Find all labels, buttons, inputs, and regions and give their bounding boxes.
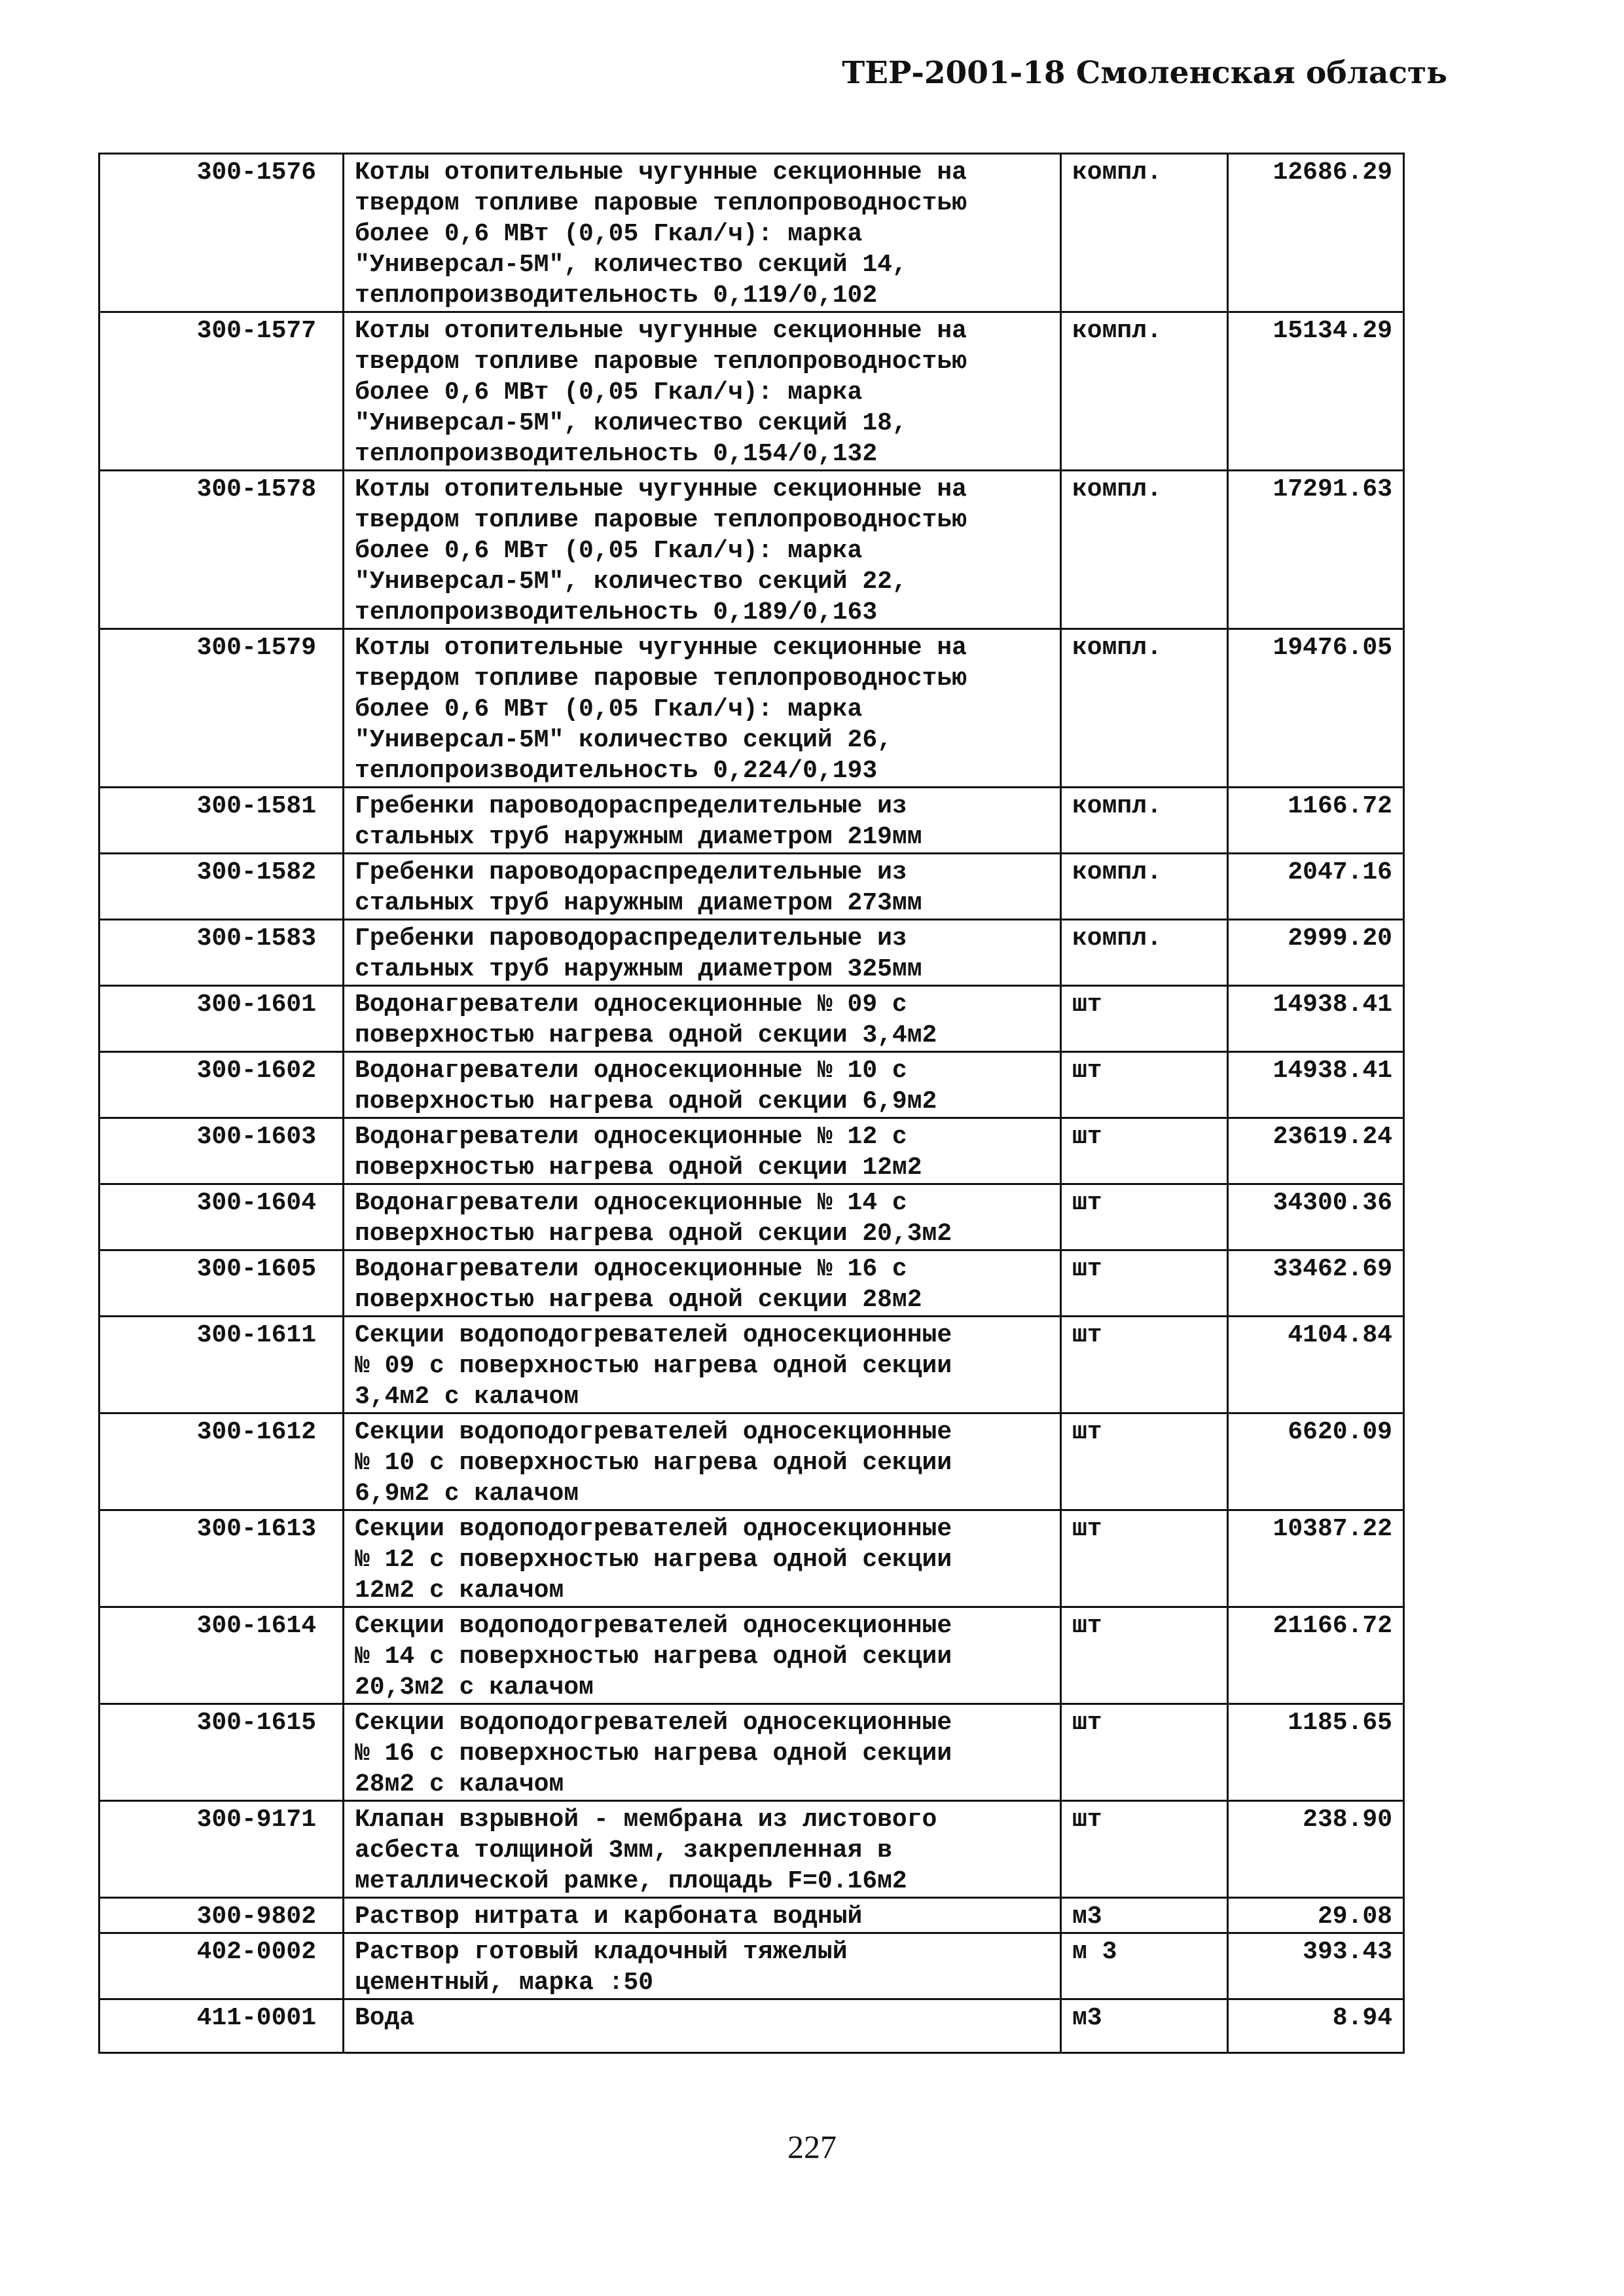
row-code-cell: 300-1582 [99,854,344,920]
row-code-cell: 300-1604 [99,1184,344,1250]
row-code-cell: 300-1612 [99,1413,344,1510]
row-code-cell: 411-0001 [99,1999,344,2053]
table-row [99,986,1404,1052]
row-name-cell: Водонагреватели односекционные № 10 с поверхностью нагрева одной секции 6,9м2 [344,1052,1061,1118]
row-unit-cell: компл. [1061,154,1228,312]
row-price-cell: 2999.20 [1228,920,1404,986]
table-row [99,854,1404,920]
row-unit-cell: компл. [1061,312,1228,471]
row-name-cell: Гребенки пароводораспределительные из стальных труб наружным диаметром 273мм [344,854,1061,920]
table-row [99,1801,1404,1898]
row-name-cell: Секции водоподогревателей односекционные № 09 с поверхностью нагрева одной секции 3,4м2 с калачом [344,1317,1061,1413]
row-unit-cell: м3 [1061,1898,1228,1933]
row-unit-cell: компл. [1061,788,1228,854]
row-price-cell: 12686.29 [1228,154,1404,312]
row-code-cell: 300-1578 [99,471,344,629]
row-name-cell: Котлы отопительные чугунные секционные на твердом топливе паровые теплопроводностью более 0,6 МВт (0,05 Гкал/ч): марка "Универсал-5М", количество секций 14, теплопроизводительность 0,119/0,102 [344,154,1061,312]
row-unit-cell: компл. [1061,629,1228,788]
row-price-cell: 19476.05 [1228,629,1404,788]
row-price-cell: 17291.63 [1228,471,1404,629]
row-name-cell: Водонагреватели односекционные № 14 с поверхностью нагрева одной секции 20,3м2 [344,1184,1061,1250]
row-name-cell: Водонагреватели односекционные № 16 с поверхностью нагрева одной секции 28м2 [344,1250,1061,1317]
row-name-cell: Клапан взрывной - мембрана из листового асбеста толщиной 3мм, закрепленная в металлической рамке, площадь F=0.16м2 [344,1801,1061,1898]
table-row [99,1184,1404,1250]
row-unit-cell: шт [1061,1704,1228,1801]
row-price-cell: 1185.65 [1228,1704,1404,1801]
row-name-cell: Котлы отопительные чугунные секционные на твердом топливе паровые теплопроводностью более 0,6 МВт (0,05 Гкал/ч): марка "Универсал-5М" количество секций 26, теплопроизводительность 0,224/0,193 [344,629,1061,788]
row-unit-cell: шт [1061,1510,1228,1607]
row-price-cell: 33462.69 [1228,1250,1404,1317]
row-name-cell: Секции водоподогревателей односекционные № 12 с поверхностью нагрева одной секции 12м2 с калачом [344,1510,1061,1607]
row-price-cell: 4104.84 [1228,1317,1404,1413]
row-unit-cell: шт [1061,1052,1228,1118]
row-code-cell: 300-1613 [99,1510,344,1607]
row-name-cell: Котлы отопительные чугунные секционные на твердом топливе паровые теплопроводностью более 0,6 МВт (0,05 Гкал/ч): марка "Универсал-5М", количество секций 22, теплопроизводительность 0,189/0,163 [344,471,1061,629]
row-unit-cell: шт [1061,1118,1228,1184]
table-row [99,920,1404,986]
row-code-cell: 300-1603 [99,1118,344,1184]
table-row [99,471,1404,629]
row-code-cell: 300-9802 [99,1898,344,1933]
row-price-cell: 15134.29 [1228,312,1404,471]
row-code-cell: 300-1605 [99,1250,344,1317]
row-code-cell: 300-1581 [99,788,344,854]
row-price-cell: 2047.16 [1228,854,1404,920]
row-code-cell: 300-1579 [99,629,344,788]
row-unit-cell: м 3 [1061,1933,1228,1999]
row-price-cell: 8.94 [1228,1999,1404,2053]
page-number: 227 [787,2128,837,2165]
table-row [99,1510,1404,1607]
row-code-cell: 300-1615 [99,1704,344,1801]
row-price-cell: 14938.41 [1228,986,1404,1052]
table-row [99,1317,1404,1413]
row-name-cell: Гребенки пароводораспределительные из стальных труб наружным диаметром 325мм [344,920,1061,986]
row-code-cell: 300-1614 [99,1607,344,1704]
row-price-cell: 238.90 [1228,1801,1404,1898]
row-price-cell: 23619.24 [1228,1118,1404,1184]
row-price-cell: 1166.72 [1228,788,1404,854]
row-name-cell: Гребенки пароводораспределительные из стальных труб наружным диаметром 219мм [344,788,1061,854]
document-header-title: ТЕР-2001-18 Смоленская область [842,55,1447,91]
table-row [99,788,1404,854]
row-code-cell: 300-1602 [99,1052,344,1118]
row-unit-cell: шт [1061,1250,1228,1317]
row-name-cell: Котлы отопительные чугунные секционные на твердом топливе паровые теплопроводностью более 0,6 МВт (0,05 Гкал/ч): марка "Универсал-5М", количество секций 18, теплопроизводительность 0,154/0,132 [344,312,1061,471]
row-name-cell: Водонагреватели односекционные № 12 с поверхностью нагрева одной секции 12м2 [344,1118,1061,1184]
table-row [99,1118,1404,1184]
table-row [99,154,1404,312]
table-row [99,1898,1404,1933]
row-unit-cell: м3 [1061,1999,1228,2053]
row-unit-cell: компл. [1061,471,1228,629]
row-code-cell: 300-1576 [99,154,344,312]
row-unit-cell: шт [1061,1184,1228,1250]
table-row [99,312,1404,471]
row-name-cell: Вода [344,1999,1061,2053]
row-unit-cell: шт [1061,1317,1228,1413]
table-row [99,1933,1404,1999]
row-price-cell: 14938.41 [1228,1052,1404,1118]
table-row [99,1052,1404,1118]
row-unit-cell: шт [1061,1801,1228,1898]
row-code-cell: 402-0002 [99,1933,344,1999]
table-row [99,1704,1404,1801]
row-unit-cell: компл. [1061,854,1228,920]
table-row [99,629,1404,788]
row-unit-cell: шт [1061,1607,1228,1704]
row-name-cell: Секции водоподогревателей односекционные № 16 с поверхностью нагрева одной секции 28м2 с калачом [344,1704,1061,1801]
row-code-cell: 300-1601 [99,986,344,1052]
row-unit-cell: шт [1061,986,1228,1052]
table-row [99,1250,1404,1317]
row-name-cell: Водонагреватели односекционные № 09 с поверхностью нагрева одной секции 3,4м2 [344,986,1061,1052]
row-price-cell: 10387.22 [1228,1510,1404,1607]
row-code-cell: 300-9171 [99,1801,344,1898]
row-name-cell: Секции водоподогревателей односекционные № 14 с поверхностью нагрева одной секции 20,3м2 с калачом [344,1607,1061,1704]
table-row [99,1413,1404,1510]
price-table [98,153,1405,2054]
row-unit-cell: шт [1061,1413,1228,1510]
row-price-cell: 6620.09 [1228,1413,1404,1510]
row-unit-cell: компл. [1061,920,1228,986]
row-code-cell: 300-1583 [99,920,344,986]
row-code-cell: 300-1577 [99,312,344,471]
row-price-cell: 393.43 [1228,1933,1404,1999]
price-table-body [99,154,1404,2053]
row-name-cell: Секции водоподогревателей односекционные № 10 с поверхностью нагрева одной секции 6,9м2 с калачом [344,1413,1061,1510]
row-price-cell: 29.08 [1228,1898,1404,1933]
row-price-cell: 21166.72 [1228,1607,1404,1704]
table-row [99,1607,1404,1704]
row-name-cell: Раствор готовый кладочный тяжелый цементный, марка :50 [344,1933,1061,1999]
row-name-cell: Раствор нитрата и карбоната водный [344,1898,1061,1933]
row-code-cell: 300-1611 [99,1317,344,1413]
row-price-cell: 34300.36 [1228,1184,1404,1250]
table-row [99,1999,1404,2053]
